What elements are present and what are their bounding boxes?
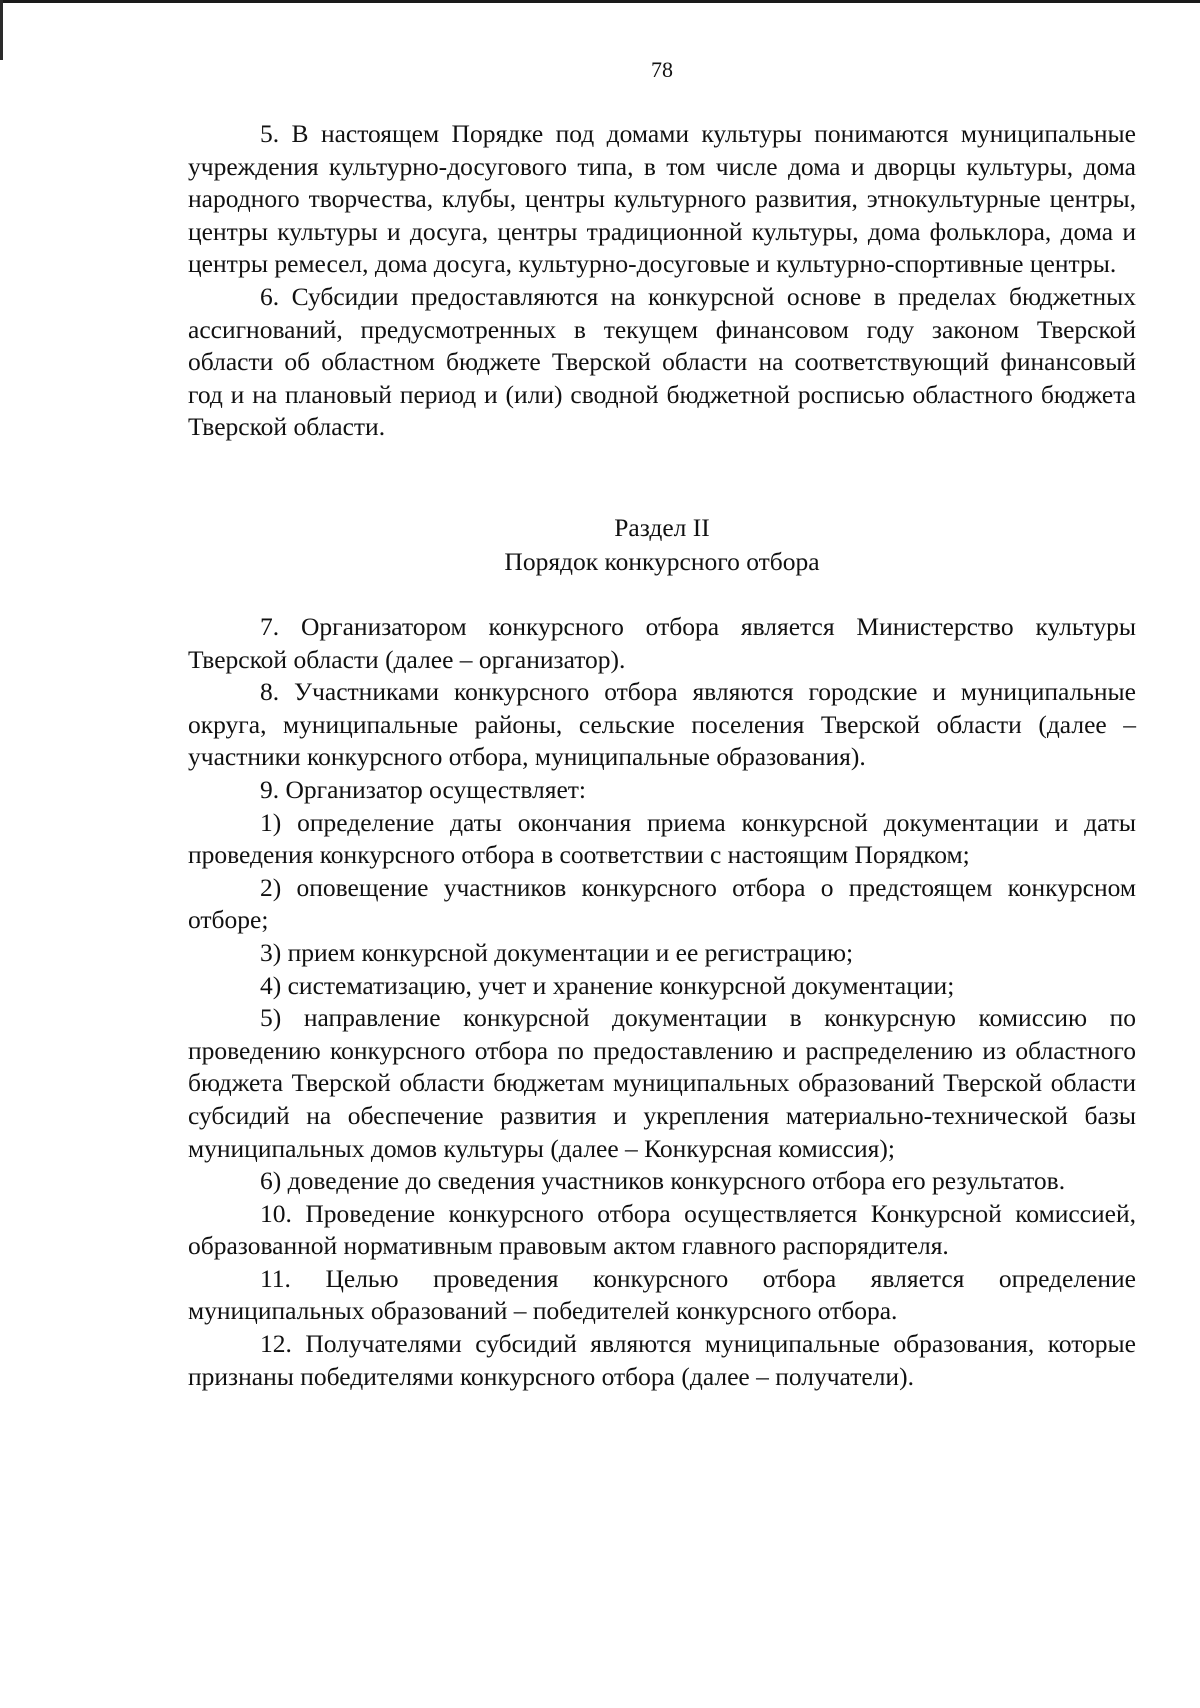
list-item-5: 5) направление конкурсной документации в конкурсную комиссию по проведению конкурсного отбора по предоставлению и распределению из областного бюджета Тверской области бюджетам муниципальных образований Тверской области субсидий на обеспечение развития и укрепления материально-технической базы муниципальных домов культуры (далее – Конкурсная комиссия); bbox=[188, 1003, 1136, 1163]
paragraph-10: 10. Проведение конкурсного отбора осуществляется Конкурсной комиссией, образованной нормативным правовым актом главного распорядителя. bbox=[188, 1198, 1136, 1261]
paragraph-8: 8. Участниками конкурсного отбора являются городские и муниципальные округа, муниципальные районы, сельские поселения Тверской области (далее – участники конкурсного отбора, муниципальные образования). bbox=[188, 677, 1136, 772]
main-paragraphs bbox=[188, 611, 1136, 1393]
scan-border-left bbox=[0, 0, 3, 60]
section-title: Порядок конкурсного отбора bbox=[504, 547, 820, 576]
list-item-4: 4) систематизацию, учет и хранение конкурсной документации; bbox=[260, 970, 955, 1000]
intro-paragraphs bbox=[188, 118, 1136, 444]
paragraph-6: 6. Субсидии предоставляются на конкурсной основе в пределах бюджетных ассигнований, предусмотренных в текущем финансовом году законом Тверской области об областном бюджете Тверской области на соответствующий финансовый год и на плановый период и (или) сводной бюджетной росписью областного бюджета Тверской области. bbox=[188, 281, 1136, 442]
paragraph-11: 11. Целью проведения конкурсного отбора является определение муниципальных образований – победителей конкурсного отбора. bbox=[188, 1263, 1136, 1326]
paragraph-7: 7. Организатором конкурсного отбора является Министерство культуры Тверской области (далее – организатор). bbox=[188, 612, 1136, 674]
section-number: Раздел II bbox=[614, 513, 710, 542]
list-item-3: 3) прием конкурсной документации и ее регистрацию; bbox=[260, 937, 854, 967]
scan-border-top bbox=[0, 0, 1200, 3]
paragraph-9: 9. Организатор осуществляет: bbox=[260, 774, 587, 804]
paragraph-12: 12. Получателями субсидий являются муниципальные образования, которые признаны победителями конкурсного отбора (далее – получатели). bbox=[188, 1329, 1136, 1391]
page-number: 78 bbox=[651, 57, 673, 82]
paragraph-5: 5. В настоящем Порядке под домами культуры понимаются муниципальные учреждения культурно-досугового типа, в том числе дома и дворцы культуры, дома народного творчества, клубы, центры культурного развития, этнокультурные центры, центры культуры и досуга, центры традиционной культуры, дома фольклора, дома и центры ремесел, дома досуга, культурно-досуговые и культурно-спортивные центры. bbox=[188, 119, 1136, 279]
list-item-6: 6) доведение до сведения участников конкурсного отбора его результатов. bbox=[260, 1166, 1066, 1196]
list-item-2: 2) оповещение участников конкурсного отбора о предстоящем конкурсном отборе; bbox=[188, 872, 1136, 935]
list-item-1: 1) определение даты окончания приема конкурсной документации и даты проведения конкурсного отбора в соответствии с настоящим Порядком; bbox=[188, 807, 1136, 870]
